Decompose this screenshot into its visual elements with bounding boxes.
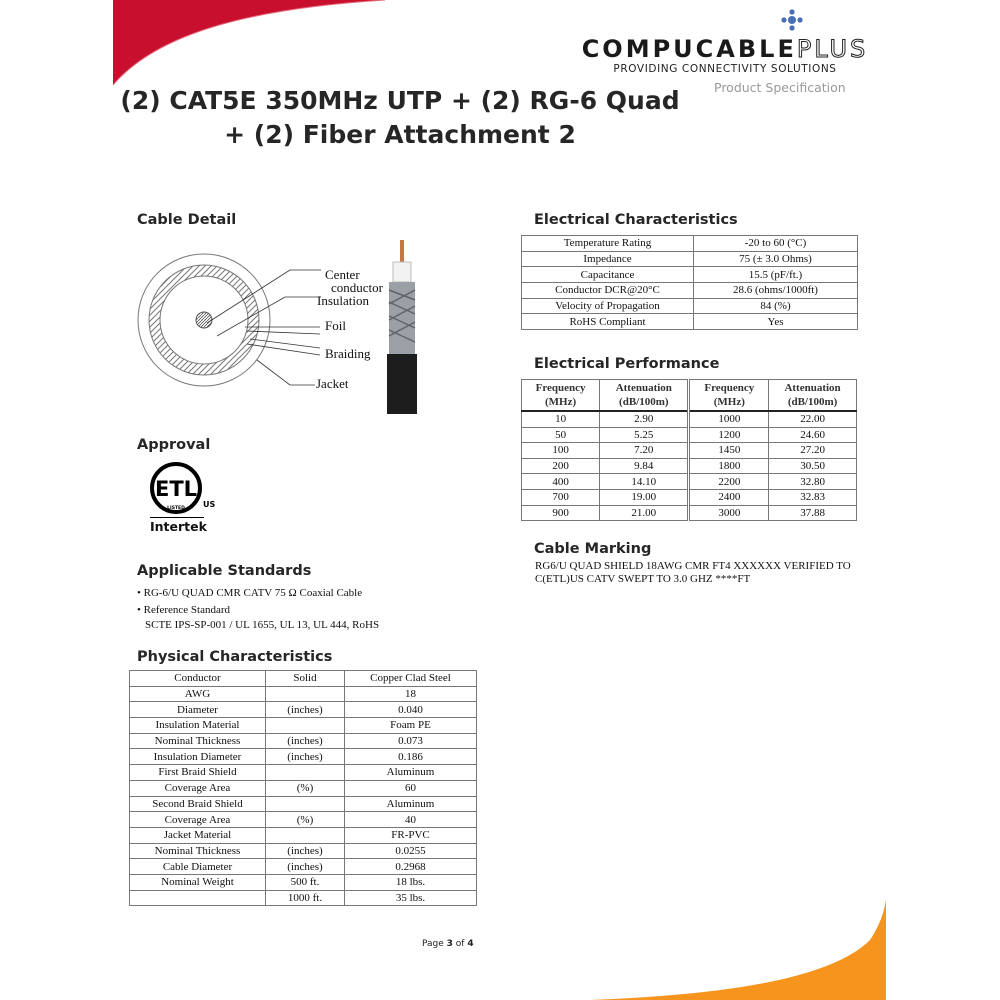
table-cell — [266, 765, 345, 781]
label-braiding: Braiding — [325, 346, 371, 361]
electrical-performance-heading: Electrical Performance — [534, 356, 720, 372]
label-center: Center — [325, 267, 360, 282]
table-row — [130, 827, 477, 843]
cable-marking-line-1: RG6/U QUAD SHIELD 18AWG CMR FT4 XXXXXX VERIFIED TO — [535, 560, 851, 572]
table-cell: 40 — [345, 812, 477, 828]
table-cell: 5.25 — [600, 427, 689, 443]
table-cell — [266, 796, 345, 812]
table-cell: (inches) — [266, 843, 345, 859]
table-cell: Coverage Area — [130, 780, 266, 796]
table-row — [522, 489, 857, 505]
table-cell: 0.0255 — [345, 843, 477, 859]
document-type: Product Specification — [714, 80, 846, 95]
table-cell: 1000 — [689, 411, 769, 427]
table-row — [522, 458, 857, 474]
table-cell: 3000 — [689, 505, 769, 521]
table-cell: Velocity of Propagation — [522, 298, 694, 314]
table-cell: 28.6 (ohms/1000ft) — [694, 283, 858, 299]
table-cell: Insulation Diameter — [130, 749, 266, 765]
standard-item: SCTE IPS-SP-001 / UL 1655, UL 13, UL 444, RoHS — [145, 619, 380, 631]
table-cell: 1450 — [689, 443, 769, 459]
brand-plus: PLUS — [796, 35, 869, 63]
table-cell: (inches) — [266, 859, 345, 875]
page-title — [100, 84, 700, 152]
table-cell: 9.84 — [600, 458, 689, 474]
col-header-attenuation-2: Attenuation (dB/100m) — [769, 380, 857, 412]
table-row — [130, 671, 477, 687]
table-cell: 19.00 — [600, 489, 689, 505]
table-row — [522, 443, 857, 459]
table-row — [130, 733, 477, 749]
table-cell: 27.20 — [769, 443, 857, 459]
table-cell: Insulation Material — [130, 718, 266, 734]
electrical-characteristics-table — [521, 235, 858, 330]
table-cell: (inches) — [266, 733, 345, 749]
brand-name: COMPUCABLE — [581, 35, 797, 63]
table-cell: (%) — [266, 812, 345, 828]
table-row — [130, 686, 477, 702]
standard-item: • RG-6/U QUAD CMR CATV 75 Ω Coaxial Cable — [137, 587, 363, 599]
table-cell: 50 — [522, 427, 600, 443]
table-cell: 18 — [345, 686, 477, 702]
table-cell: 1000 ft. — [266, 890, 345, 906]
table-cell: 24.60 — [769, 427, 857, 443]
table-cell: Conductor — [130, 671, 266, 687]
table-cell: 18 lbs. — [345, 874, 477, 890]
table-cell: Solid — [266, 671, 345, 687]
table-cell: 2.90 — [600, 411, 689, 427]
standard-item: • Reference Standard — [137, 604, 231, 616]
label-insulation: Insulation — [317, 293, 369, 308]
table-row — [522, 251, 858, 267]
table-cell: First Braid Shield — [130, 765, 266, 781]
table-cell: Impedance — [522, 251, 694, 267]
table-row — [130, 843, 477, 859]
page-number: Page 3 of 4 — [422, 939, 474, 949]
table-cell: 1200 — [689, 427, 769, 443]
cable-cross-section-diagram — [135, 240, 425, 420]
table-cell — [130, 890, 266, 906]
physical-characteristics-table — [129, 670, 477, 906]
table-cell: Conductor DCR@20°C — [522, 283, 694, 299]
table-cell: 60 — [345, 780, 477, 796]
table-row — [522, 505, 857, 521]
cable-marking-text — [535, 560, 875, 586]
table-cell: 0.073 — [345, 733, 477, 749]
table-cell: (%) — [266, 780, 345, 796]
svg-text:ETL: ETL — [154, 477, 198, 501]
footer-orange-swoosh — [0, 900, 1000, 1000]
table-cell: 37.88 — [769, 505, 857, 521]
table-row — [522, 283, 858, 299]
table-row — [522, 411, 857, 427]
table-cell: 0.040 — [345, 702, 477, 718]
table-cell: Aluminum — [345, 796, 477, 812]
table-cell: Temperature Rating — [522, 236, 694, 252]
table-cell: Nominal Thickness — [130, 733, 266, 749]
table-cell: 900 — [522, 505, 600, 521]
table-cell: Aluminum — [345, 765, 477, 781]
applicable-standards-heading: Applicable Standards — [137, 563, 312, 579]
table-cell: 400 — [522, 474, 600, 490]
table-cell: Capacitance — [522, 267, 694, 283]
etl-listed-mark — [150, 460, 220, 540]
table-row — [522, 236, 858, 252]
table-row — [130, 780, 477, 796]
table-cell: -20 to 60 (°C) — [694, 236, 858, 252]
svg-text:LISTED: LISTED — [167, 506, 185, 511]
etl-logo-icon — [150, 460, 220, 520]
col-header-attenuation-1: Attenuation (dB/100m) — [600, 380, 689, 412]
table-cell: 1800 — [689, 458, 769, 474]
table-row — [130, 859, 477, 875]
table-cell: 32.80 — [769, 474, 857, 490]
approval-heading: Approval — [137, 437, 211, 453]
table-row — [130, 890, 477, 906]
table-cell: 75 (± 3.0 Ohms) — [694, 251, 858, 267]
brand-tagline: PROVIDING CONNECTIVITY SOLUTIONS — [613, 63, 837, 75]
title-line-2: + (2) Fiber Attachment 2 — [224, 120, 576, 149]
table-row — [522, 474, 857, 490]
coax-cable-photo-icon — [387, 240, 417, 414]
label-foil: Foil — [325, 318, 346, 333]
table-cell: 32.83 — [769, 489, 857, 505]
intertek-label: Intertek — [150, 519, 207, 534]
table-cell: Nominal Weight — [130, 874, 266, 890]
table-row — [130, 796, 477, 812]
table-row — [522, 267, 858, 283]
table-cell: Jacket Material — [130, 827, 266, 843]
cable-marking-heading: Cable Marking — [534, 541, 652, 557]
table-row — [130, 812, 477, 828]
table-cell: Yes — [694, 314, 858, 330]
title-line-1: (2) CAT5E 350MHz UTP + (2) RG-6 Quad — [120, 86, 680, 115]
table-cell: 22.00 — [769, 411, 857, 427]
table-row — [522, 427, 857, 443]
company-logo — [575, 8, 875, 75]
electrical-performance-table — [521, 379, 857, 521]
cable-detail-heading: Cable Detail — [137, 212, 237, 228]
table-cell: 500 ft. — [266, 874, 345, 890]
table-cell: 84 (%) — [694, 298, 858, 314]
table-row — [130, 718, 477, 734]
table-cell: Diameter — [130, 702, 266, 718]
table-cell: 15.5 (pF/ft.) — [694, 267, 858, 283]
label-conductor: conductor — [331, 280, 383, 295]
table-cell: Copper Clad Steel — [345, 671, 477, 687]
table-cell: 0.2968 — [345, 859, 477, 875]
standards-list — [137, 586, 379, 633]
table-cell: (inches) — [266, 749, 345, 765]
table-cell: Coverage Area — [130, 812, 266, 828]
table-cell: 2200 — [689, 474, 769, 490]
table-cell: FR-PVC — [345, 827, 477, 843]
table-cell — [266, 718, 345, 734]
table-cell — [266, 686, 345, 702]
table-cell: Second Braid Shield — [130, 796, 266, 812]
table-cell: RoHS Compliant — [522, 314, 694, 330]
table-row — [130, 749, 477, 765]
col-header-frequency-1: Frequency (MHz) — [522, 380, 600, 412]
table-cell: 700 — [522, 489, 600, 505]
physical-characteristics-heading: Physical Characteristics — [137, 649, 333, 665]
cable-marking-line-2: C(ETL)US CATV SWEPT TO 3.0 GHZ ****FT — [535, 573, 751, 585]
logo-dots-icon — [575, 8, 875, 36]
table-cell: 21.00 — [600, 505, 689, 521]
table-row — [130, 765, 477, 781]
table-cell: Nominal Thickness — [130, 843, 266, 859]
table-row — [130, 874, 477, 890]
table-cell: 200 — [522, 458, 600, 474]
table-cell: 100 — [522, 443, 600, 459]
table-cell — [266, 827, 345, 843]
label-jacket: Jacket — [316, 376, 349, 391]
electrical-characteristics-heading: Electrical Characteristics — [534, 212, 738, 228]
table-cell: 14.10 — [600, 474, 689, 490]
table-cell: 2400 — [689, 489, 769, 505]
table-cell: 35 lbs. — [345, 890, 477, 906]
table-cell: Foam PE — [345, 718, 477, 734]
table-cell: AWG — [130, 686, 266, 702]
col-header-frequency-2: Frequency (MHz) — [689, 380, 769, 412]
table-row — [522, 298, 858, 314]
table-row — [522, 314, 858, 330]
svg-text:US: US — [203, 500, 216, 509]
table-cell: 10 — [522, 411, 600, 427]
table-cell: (inches) — [266, 702, 345, 718]
table-cell: 0.186 — [345, 749, 477, 765]
table-cell: Cable Diameter — [130, 859, 266, 875]
table-row — [130, 702, 477, 718]
table-cell: 30.50 — [769, 458, 857, 474]
table-cell: 7.20 — [600, 443, 689, 459]
